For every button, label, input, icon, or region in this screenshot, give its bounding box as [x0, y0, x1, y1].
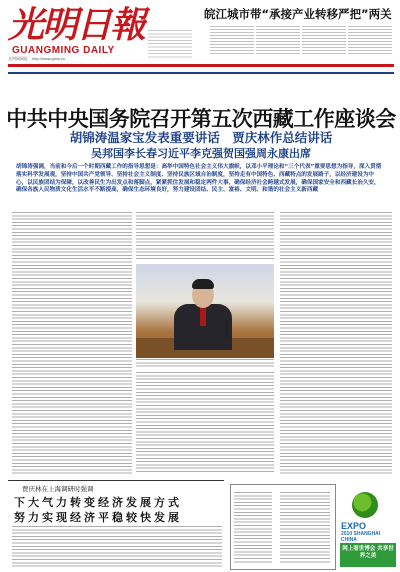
article-column: [12, 526, 222, 568]
teaser-box: [302, 26, 346, 56]
expo-subtitle: 2010 SHANGHAI CHINA: [341, 531, 381, 543]
index-list: [280, 492, 330, 564]
masthead-rule-blue: [8, 72, 394, 74]
microphone-icon: [226, 320, 228, 338]
photo-person-tie: [200, 306, 206, 326]
newspaper-logo-english: GUANGMING DAILY: [12, 45, 115, 56]
photo-person-hair: [192, 279, 214, 289]
newspaper-logo: 光明日報: [8, 4, 145, 46]
masthead-teaser-boxes: [210, 26, 395, 58]
expo-badge[interactable]: 网上看世博会 共享世界之美: [340, 543, 396, 567]
bottom-story-kicker: 贾庆林在上海调研时强调: [22, 485, 94, 493]
masthead-rule: [8, 64, 394, 67]
main-headline[interactable]: 中共中央国务院召开第五次西藏工作座谈会: [6, 107, 396, 131]
teaser-box: [348, 26, 392, 56]
expo-mascot-icon: [352, 492, 378, 518]
article-column: [148, 30, 192, 58]
article-column: [136, 212, 274, 260]
article-column: [136, 372, 274, 474]
index-list: [234, 492, 272, 564]
main-subhead-secondary: 吴邦国李长春习近平李克强贺国强周永康出席: [91, 147, 311, 160]
bottom-story-rule: [8, 480, 224, 481]
photo-caption: [136, 359, 274, 367]
teaser-box: [210, 26, 254, 56]
teaser-box: [256, 26, 300, 56]
bottom-story-headline-1[interactable]: 下大气力转变经济发展方式: [14, 496, 182, 509]
site-url[interactable]: 光明网网址：http://www.gmw.cn: [8, 56, 66, 61]
expo-title: EXPO: [341, 521, 367, 531]
main-subhead: 胡锦涛温家宝发表重要讲话 贾庆林作总结讲话: [69, 130, 333, 145]
article-column: [12, 212, 132, 474]
bottom-story-headline-2[interactable]: 努力实现经济平稳较快发展: [14, 511, 182, 524]
article-column: [280, 212, 392, 474]
lede-paragraph: 胡锦涛强调，当前和今后一个时期西藏工作的指导思想是：高举中国特色社会主义伟大旗帜，以邓小平理论和“三个代表”重要思想为指导，深入贯彻落实科学发展观，坚持中国共产党领导、坚持社会主义制度、坚持民族区域自治制度，坚持走有中国特色、西藏特点的发展路子，以经济建设为中心，以民族团结为保障，以改善民生为出发点和落脚点，紧紧抓住发展和稳定两件大事，确保经济社会跨越式发展，确保国家安全和西藏长治久安，确保各族人民物质文化生活水平不断提高，确保生态环境良好，努力建设团结、民主、富裕、文明、和谐的社会主义新西藏: [16, 164, 382, 194]
top-headline[interactable]: 皖江城市带“承接产业转移严把”两关: [204, 7, 392, 21]
